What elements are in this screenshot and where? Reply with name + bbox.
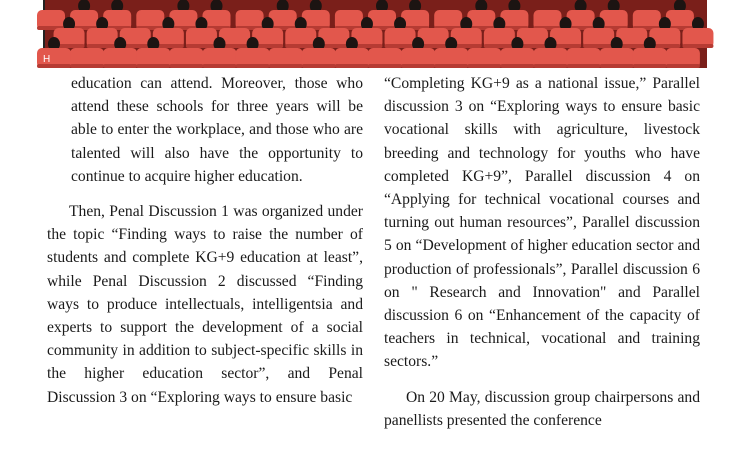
auditorium-seats-illustration (45, 0, 707, 68)
seat (70, 48, 104, 68)
right-column (384, 72, 700, 432)
seat (534, 10, 562, 30)
seat (434, 10, 462, 30)
left-paragraph-panel-discussions: Then, Penal Discussion 1 was organized under the topic “Finding ways to raise the number of students and complete KG+9 education at least”, while Penal Discussion 2 discussed “Finding ways to produce intellectuals, intelligentsia and experts to support the development of a social community in addition to subject-specific skills in the higher education sector”, and Penal Discussion 3 on “Exploring ways to ensure basic (47, 203, 363, 406)
left-paragraph-continued: education can attend. Moreover, those who attend these schools for three years will be able to enter the workplace, and those who are talented will also have the opportunity to continue to acquire higher education. (71, 75, 363, 185)
auditorium-photo (43, 0, 705, 68)
seat (37, 10, 65, 30)
left-column (47, 72, 363, 409)
seat (633, 10, 661, 30)
seat (269, 48, 303, 68)
seat (567, 48, 601, 68)
seat (335, 10, 363, 30)
seat-label: H (43, 54, 51, 65)
seat (368, 48, 402, 68)
seat (467, 48, 501, 68)
seat (236, 10, 264, 30)
seat (666, 48, 700, 68)
seat (169, 48, 203, 68)
seat (136, 10, 164, 30)
right-paragraph-parallel-discussions: “Completing KG+9 as a national issue,” Parallel discussion 3 on “Exploring ways to ensure basic vocational skills with agriculture, livestock breeding and technology for youths who have completed KG+9”, Parallel discussion 4 on “Applying for technical vocational courses and turning out human resources”, Parallel discussion 5 on “Development of higher education sector and production of professionals”, Parallel discussion 6 on " Research and Innovation" and Parallel discussion 6 on “Enhancement of the capacity of teachers in technical, vocational and training sectors.” (384, 75, 700, 371)
right-paragraph-presentation: On 20 May, discussion group chairpersons and panellists presented the conference (384, 388, 700, 429)
